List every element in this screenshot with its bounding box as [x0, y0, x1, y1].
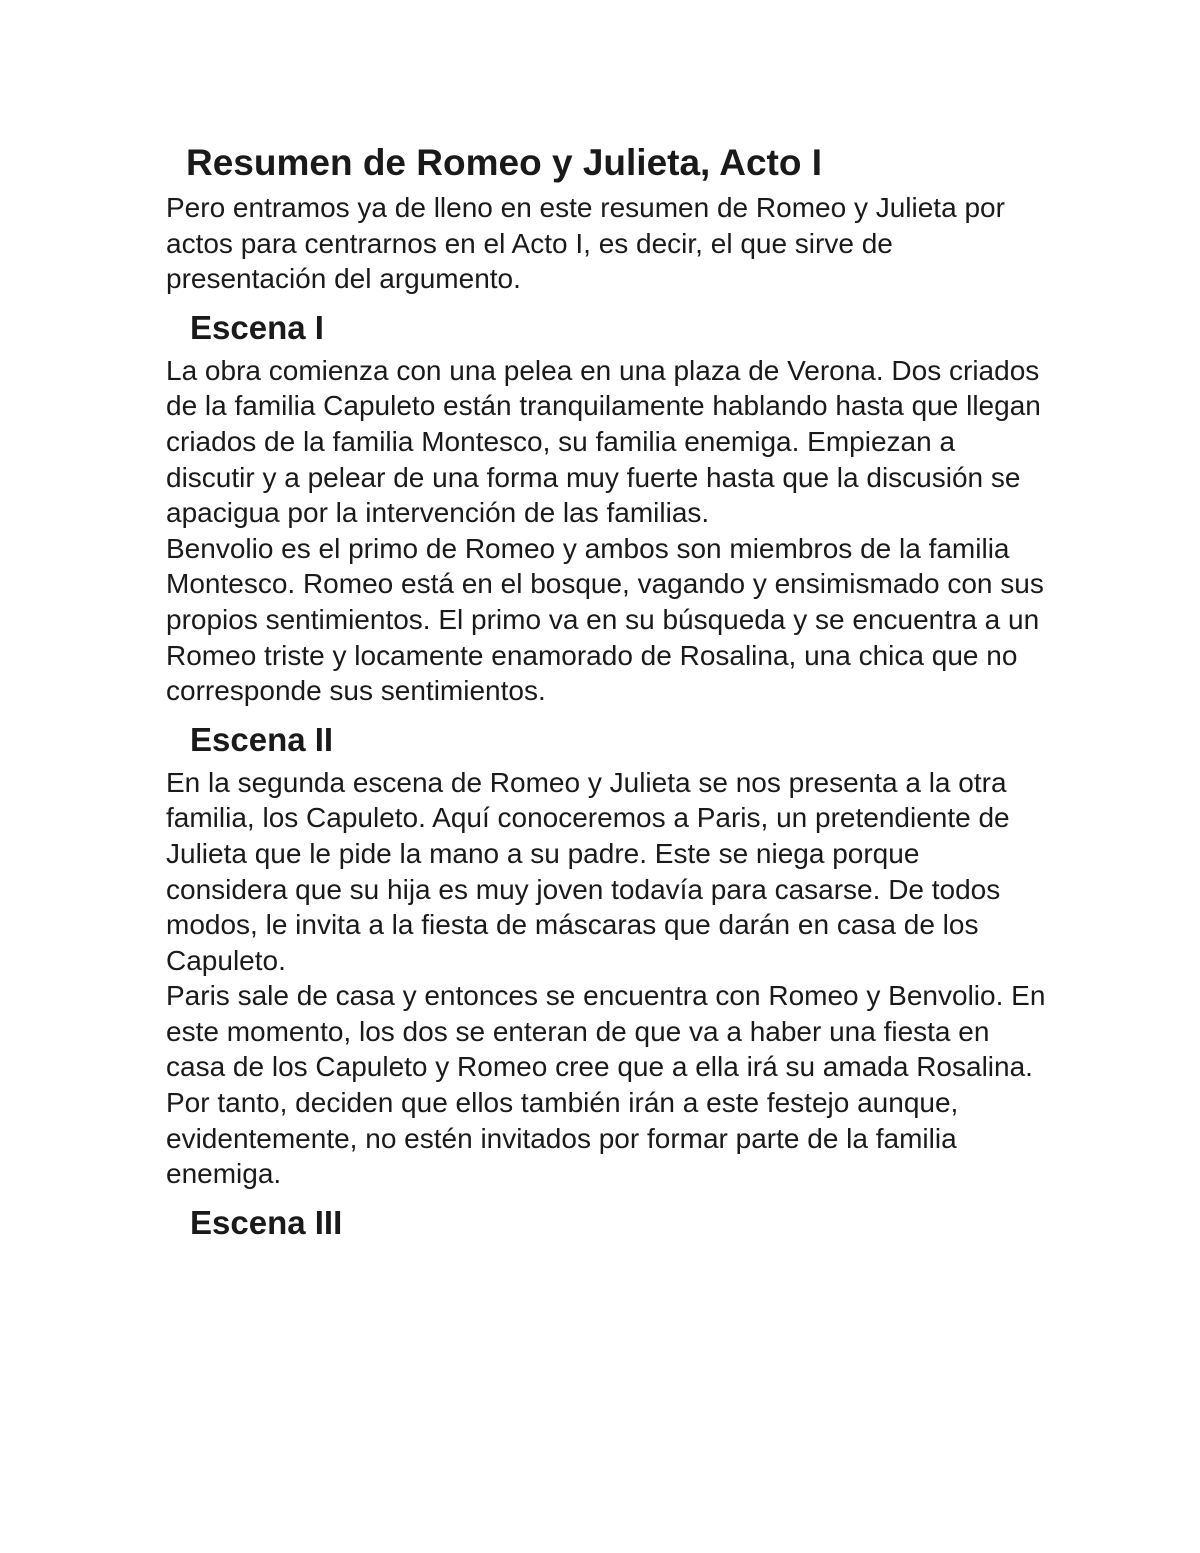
scene-2-paragraph-1: En la segunda escena de Romeo y Julieta se nos presenta a la otra familia, los Capuleto. Aquí conoceremos a Paris, un pretendiente de Julieta que le pide la mano a su padre. Este se niega porque considera que su hija es muy joven todavía para casarse. De todos modos, le invita a la fiesta de máscaras que darán en casa de los Capuleto.	[166, 766, 1010, 976]
scene-1-heading: Escena I	[190, 308, 324, 346]
intro-paragraph: Pero entramos ya de lleno en este resumen de Romeo y Julieta por actos para centrarnos en el Acto I, es decir, el que sirve de presentación del argumento.	[166, 192, 1005, 295]
scene-3-heading: Escena III	[190, 1203, 343, 1241]
document-content	[166, 140, 1046, 1248]
page-title: Resumen de Romeo y Julieta, Acto I	[186, 142, 823, 183]
scene-2-paragraph-2: Paris sale de casa y entonces se encuentra con Romeo y Benvolio. En este momento, los dos se enteran de que va a haber una fiesta en casa de los Capuleto y Romeo cree que a ella irá su amada Rosalina. Por tanto, deciden que ellos también irán a este festejo aunque, evidentemente, no estén invitados por formar parte de la familia enemiga.	[166, 980, 1046, 1190]
scene-1-paragraph-2: Benvolio es el primo de Romeo y ambos son miembros de la familia Montesco. Romeo está en el bosque, vagando y ensimismado con sus propios sentimientos. El primo va en su búsqueda y se encuentra a un Romeo triste y locamente enamorado de Rosalina, una chica que no corresponde sus sentimientos.	[166, 532, 1044, 707]
scene-2-heading: Escena II	[190, 720, 334, 758]
scene-1-paragraph-1: La obra comienza con una pelea en una plaza de Verona. Dos criados de la familia Capuleto están tranquilamente hablando hasta que llegan criados de la familia Montesco, su familia enemiga. Empiezan a discutir y a pelear de una forma muy fuerte hasta que la discusión se apacigua por la intervención de las familias.	[166, 354, 1041, 529]
